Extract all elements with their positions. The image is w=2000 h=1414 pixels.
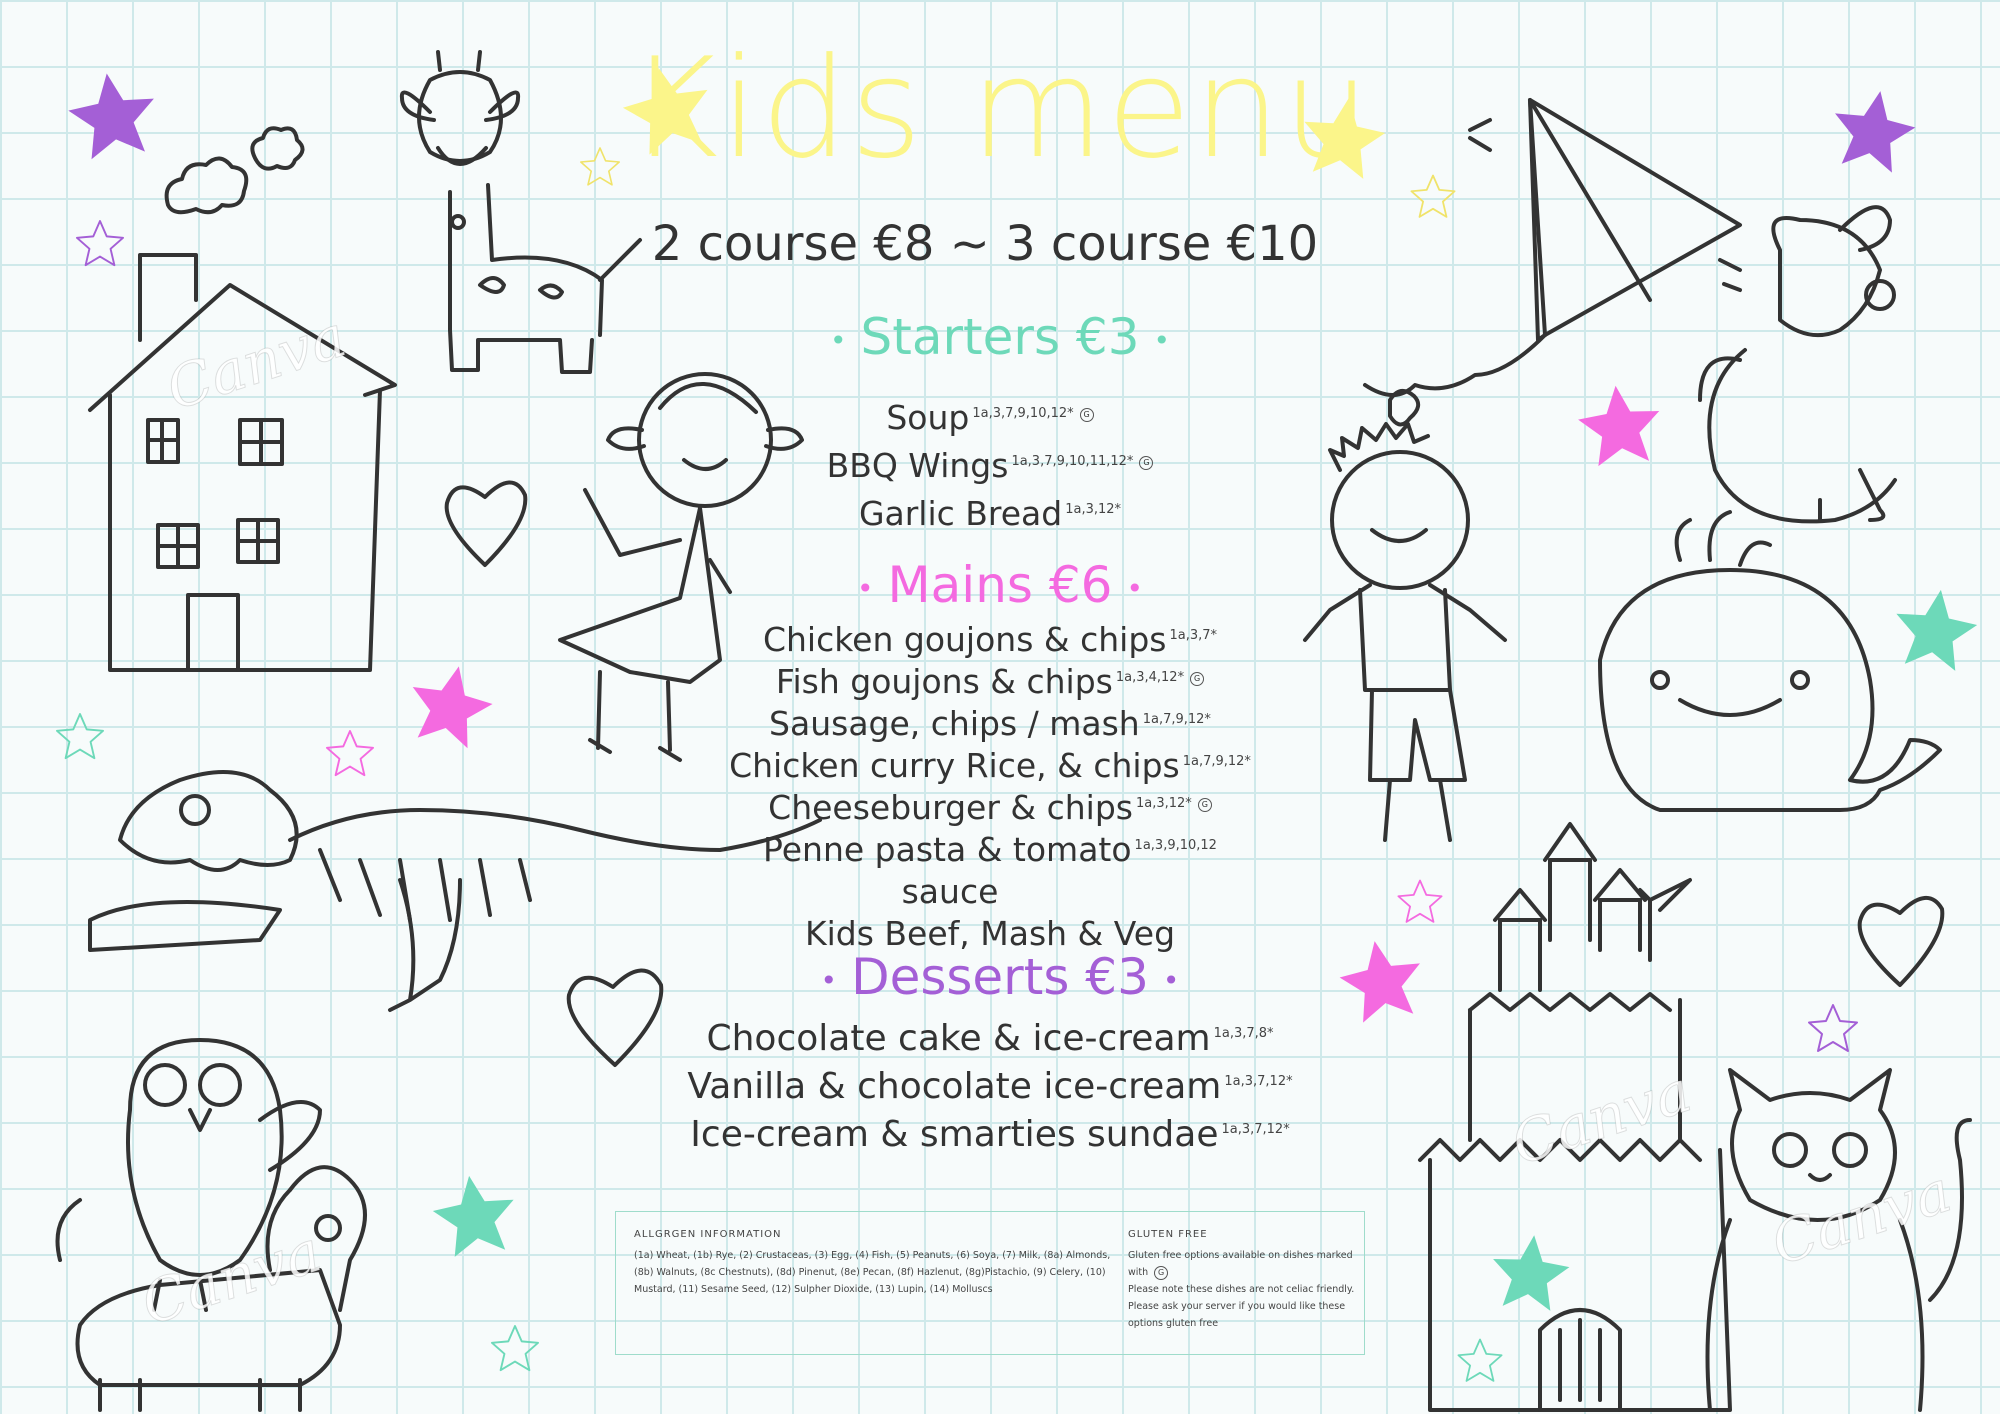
- gluten-free-heading: GLUTEN FREE: [1128, 1229, 1208, 1240]
- menu-item: [0, 494, 1980, 533]
- menu-item-name: BBQ Wings: [826, 446, 1009, 485]
- allergen-info-box: [615, 1211, 1365, 1355]
- menu-item: [0, 746, 1980, 785]
- allergen-codes: 1a,3,12*: [1135, 796, 1192, 811]
- gluten-free-icon: G: [1154, 1266, 1168, 1280]
- allergen-codes: 1a,3,4,12*: [1115, 670, 1185, 685]
- menu-item: [0, 620, 1980, 659]
- menu-item: [0, 1018, 1980, 1059]
- menu-item: [0, 830, 1980, 869]
- menu-item: [0, 1114, 1980, 1155]
- mint-star-icon: [429, 1170, 521, 1259]
- canva-watermark: Canva: [1763, 1156, 1960, 1279]
- menu-item-name: Penne pasta & tomato: [763, 830, 1132, 869]
- gluten-free-line: with: [1128, 1267, 1149, 1278]
- gluten-free-information: [1128, 1226, 1358, 1332]
- gluten-free-line: options gluten free: [1128, 1318, 1219, 1329]
- gluten-free-icon: G: [1198, 798, 1212, 812]
- menu-item-name: sauce: [901, 872, 999, 911]
- menu-item-name: Kids Beef, Mash & Veg: [804, 914, 1176, 953]
- menu-item-name: Fish goujons & chips: [775, 662, 1113, 701]
- menu-item: [0, 1066, 1980, 1107]
- canva-watermark: Canva: [133, 1216, 330, 1339]
- gluten-free-icon: G: [1080, 408, 1094, 422]
- menu-item-name: Chicken curry Rice, & chips: [729, 746, 1180, 785]
- bullet-dot-icon: •: [1126, 572, 1143, 605]
- menu-item-name: Garlic Bread: [858, 494, 1063, 533]
- menu-item-name: Soup: [886, 398, 970, 437]
- desserts-heading: [0, 948, 2000, 1006]
- allergen-codes: 1a,7,9,12*: [1142, 712, 1211, 727]
- canva-watermark: Canva: [1503, 1056, 1700, 1179]
- mains-heading-label: Mains €6: [887, 556, 1113, 614]
- menu-item: [0, 788, 1980, 827]
- menu-item: [0, 398, 1980, 437]
- menu-item-name: Sausage, chips / mash: [769, 704, 1140, 743]
- menu-item-name: Chocolate cake & ice-cream: [706, 1018, 1211, 1059]
- canva-watermark: Canva: [158, 301, 355, 424]
- gluten-free-icon: G: [1139, 456, 1153, 470]
- menu-item: [0, 704, 1980, 743]
- allergen-info-line: (1a) Wheat, (1b) Rye, (2) Crustaceas, (3) Egg, (4) Fish, (5) Peanuts, (6) Soya, (7) Milk, (8a) Almonds,: [634, 1250, 1111, 1261]
- allergen-codes: 1a,3,7,12*: [1221, 1122, 1290, 1137]
- menu-item-name: Ice-cream & smarties sundae: [690, 1114, 1219, 1155]
- allergen-codes: 1a,3,7,9,10,11,12*: [1011, 454, 1134, 469]
- gluten-free-line-with-icon: [1128, 1264, 1358, 1281]
- mains-heading: [0, 556, 2000, 614]
- menu-item: [0, 872, 1900, 911]
- bullet-dot-icon: •: [857, 572, 874, 605]
- menu-title: Kids menu: [627, 28, 1373, 189]
- menu-item: [0, 662, 1980, 701]
- menu-item-name: Cheeseburger & chips: [768, 788, 1133, 827]
- bullet-dot-icon: •: [820, 964, 838, 997]
- allergen-codes: 1a,3,7,8*: [1213, 1026, 1274, 1041]
- bullet-dot-icon: •: [829, 324, 847, 357]
- menu-item-name: Chicken goujons & chips: [762, 620, 1167, 659]
- menu-item: [0, 446, 1980, 485]
- mint-outline-star-icon: [492, 1326, 538, 1370]
- gluten-free-line: Please ask your server if you would like these: [1128, 1301, 1346, 1312]
- gluten-free-line: Gluten free options available on dishes marked: [1128, 1250, 1353, 1261]
- course-pricing: 2 course €8 ~ 3 course €10: [651, 216, 1319, 272]
- desserts-heading-label: Desserts €3: [851, 948, 1149, 1006]
- allergen-information: [634, 1226, 1134, 1298]
- mint-star-icon: [1488, 1231, 1572, 1312]
- bullet-dot-icon: •: [1162, 964, 1180, 997]
- allergen-codes: 1a,3,7,9,10,12*: [972, 406, 1074, 421]
- gluten-free-icon: G: [1190, 672, 1204, 686]
- allergen-codes: 1a,3,9,10,12: [1134, 838, 1217, 853]
- allergen-codes: 1a,3,12*: [1065, 502, 1122, 517]
- starters-heading: [0, 308, 2000, 366]
- bullet-dot-icon: •: [1153, 324, 1171, 357]
- menu-item-name: Vanilla & chocolate ice-cream: [687, 1066, 1222, 1107]
- starters-heading-label: Starters €3: [860, 308, 1140, 366]
- allergen-info-heading: ALLGRGEN INFORMATION: [634, 1229, 782, 1240]
- mint-outline-star-icon: [1458, 1340, 1501, 1381]
- gluten-free-line: Please note these dishes are not celiac friendly.: [1128, 1284, 1355, 1295]
- allergen-codes: 1a,3,7*: [1169, 628, 1218, 643]
- allergen-info-line: (8b) Walnuts, (8c Chestnuts), (8d) Pinenut, (8e) Pecan, (8f) Hazlenut, (8g)Pistachio, (9) Celery, (10): [634, 1267, 1106, 1278]
- allergen-info-line: Mustard, (11) Sesame Seed, (12) Sulpher Dioxide, (13) Lupin, (14) Molluscs: [634, 1284, 993, 1295]
- allergen-codes: 1a,3,7,12*: [1224, 1074, 1293, 1089]
- allergen-codes: 1a,7,9,12*: [1182, 754, 1251, 769]
